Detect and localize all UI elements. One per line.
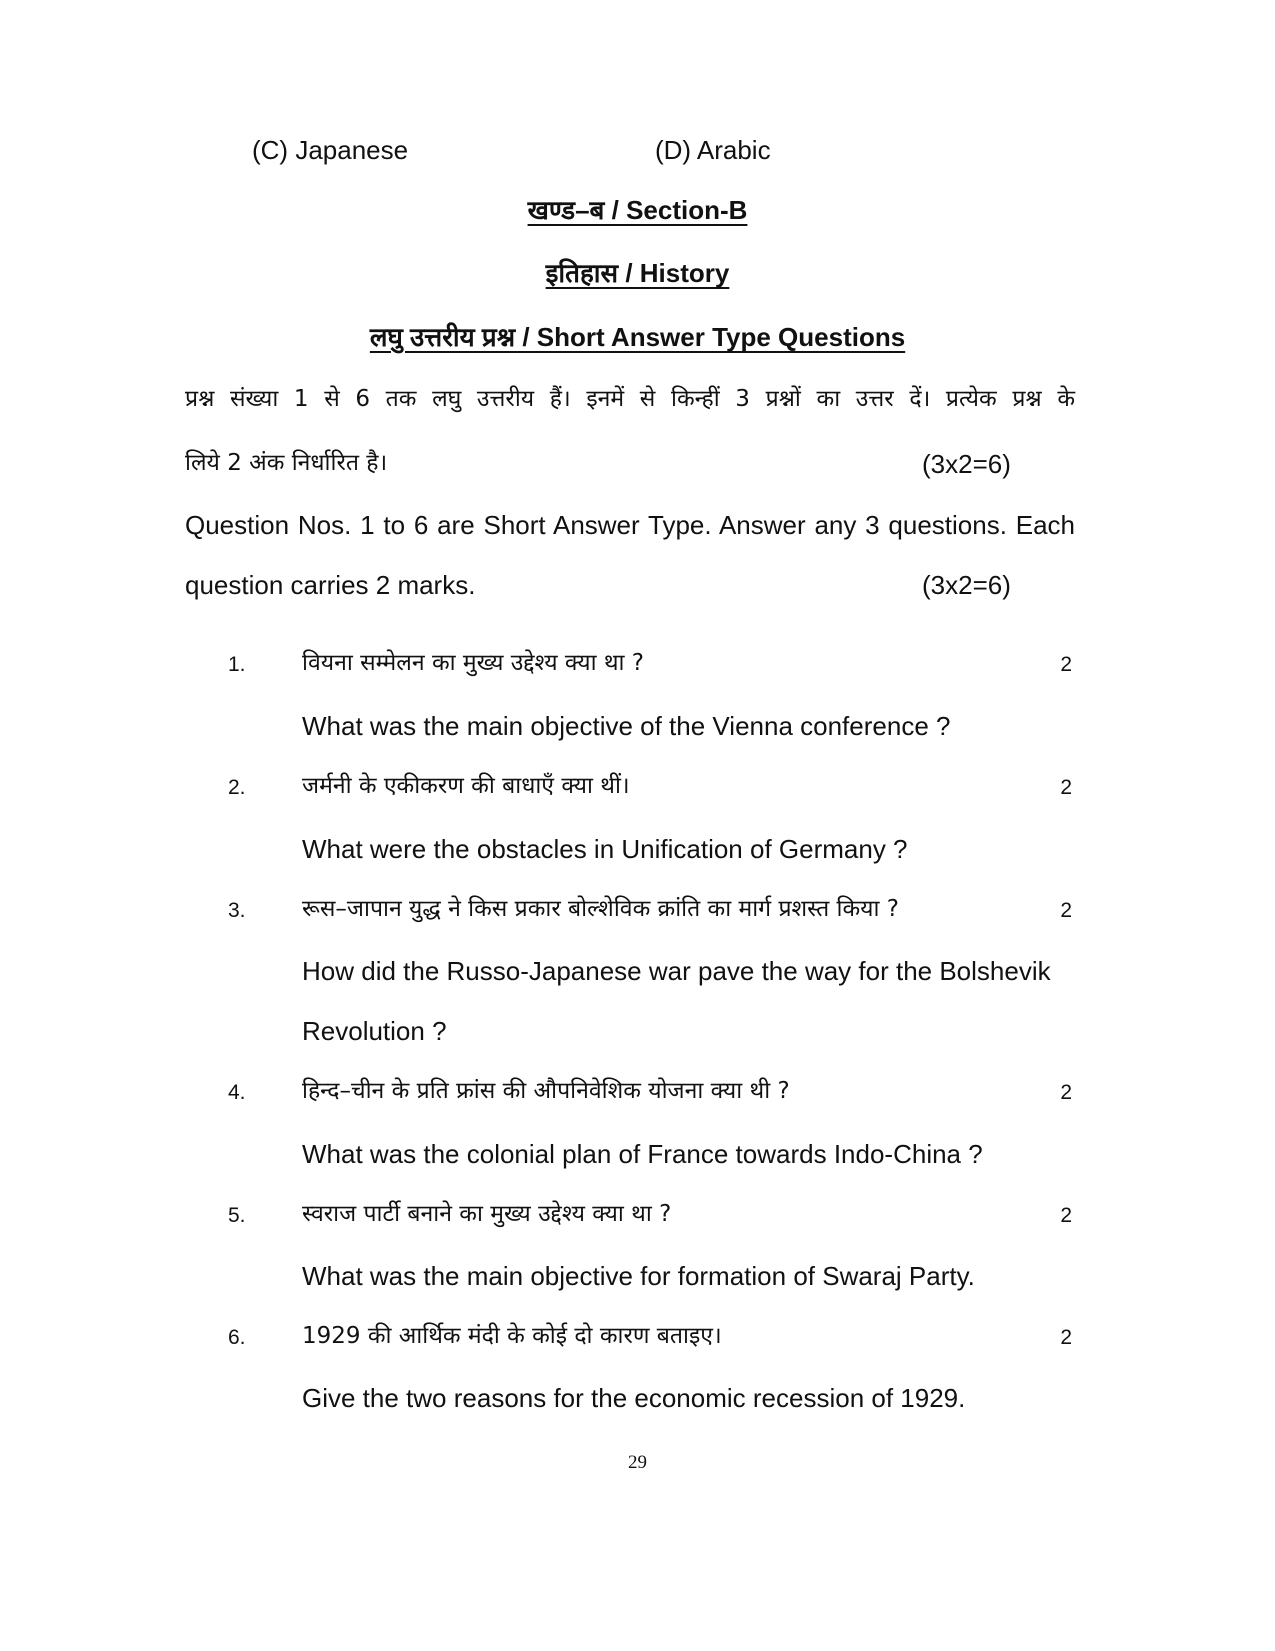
question-marks: 2 bbox=[1060, 1326, 1072, 1349]
question-hindi: हिन्द–चीन के प्रति फ्रांस की औपनिवेशिक योजना क्या थी ? bbox=[302, 1078, 790, 1104]
question-hindi: वियना सम्मेलन का मुख्य उद्देश्य क्या था ? bbox=[302, 650, 645, 676]
question-english: Give the two reasons for the economic recession of 1929. bbox=[302, 1383, 966, 1413]
question-number: 1. bbox=[228, 653, 246, 676]
question-english: What were the obstacles in Unification of Germany ? bbox=[302, 834, 908, 864]
question-type-heading: लघु उत्तरीय प्रश्न / Short Answer Type Questions bbox=[369, 322, 906, 352]
question-number: 5. bbox=[228, 1204, 246, 1227]
question-marks: 2 bbox=[1060, 1204, 1072, 1227]
question-english: What was the colonial plan of France towards Indo-China ? bbox=[302, 1139, 983, 1169]
question-english: How did the Russo-Japanese war pave the way for the Bolshevik bbox=[302, 956, 1051, 986]
question-hindi: स्वराज पार्टी बनाने का मुख्य उद्देश्य क्या था ? bbox=[302, 1201, 672, 1227]
question-hindi: जर्मनी के एकीकरण की बाधाएँ क्या थीं। bbox=[302, 773, 630, 799]
question-number: 3. bbox=[228, 899, 246, 922]
question-marks: 2 bbox=[1060, 1081, 1072, 1104]
instructions-hindi-line1: प्रश्न संख्या 1 से 6 तक लघु उत्तरीय हैं। इनमें से किन्हीं 3 प्रश्नों का उत्तर दें। प्रत्येक प्रश्न के bbox=[185, 386, 1075, 412]
question-number: 2. bbox=[228, 776, 246, 799]
question-english-continued: Revolution ? bbox=[302, 1016, 447, 1046]
instructions-english-marks: (3x2=6) bbox=[922, 570, 1011, 600]
section-heading: खण्ड–ब / Section-B bbox=[527, 195, 748, 225]
subject-heading: इतिहास / History bbox=[545, 258, 730, 288]
question-english: What was the main objective of the Vienna conference ? bbox=[302, 711, 951, 741]
question-hindi: रूस–जापान युद्ध ने किस प्रकार बोल्शेविक क्रांति का मार्ग प्रशस्त किया ? bbox=[302, 896, 899, 922]
option-d: (D) Arabic bbox=[655, 135, 771, 165]
question-marks: 2 bbox=[1060, 653, 1072, 676]
question-hindi: 1929 की आर्थिक मंदी के कोई दो कारण बताइए। bbox=[302, 1323, 722, 1349]
instructions-hindi-marks: (3x2=6) bbox=[922, 449, 1011, 479]
question-number: 4. bbox=[228, 1081, 246, 1104]
question-english: What was the main objective for formation of Swaraj Party. bbox=[302, 1261, 975, 1291]
page-number: 29 bbox=[628, 1452, 647, 1473]
instructions-english-line1: Question Nos. 1 to 6 are Short Answer Type. Answer any 3 questions. Each bbox=[185, 510, 1075, 540]
question-marks: 2 bbox=[1060, 899, 1072, 922]
instructions-english-line2: question carries 2 marks. bbox=[185, 570, 476, 600]
instructions-hindi-line2: लिये 2 अंक निर्धारित है। bbox=[185, 450, 388, 476]
question-number: 6. bbox=[228, 1326, 246, 1349]
question-marks: 2 bbox=[1060, 776, 1072, 799]
option-c: (C) Japanese bbox=[252, 135, 409, 165]
